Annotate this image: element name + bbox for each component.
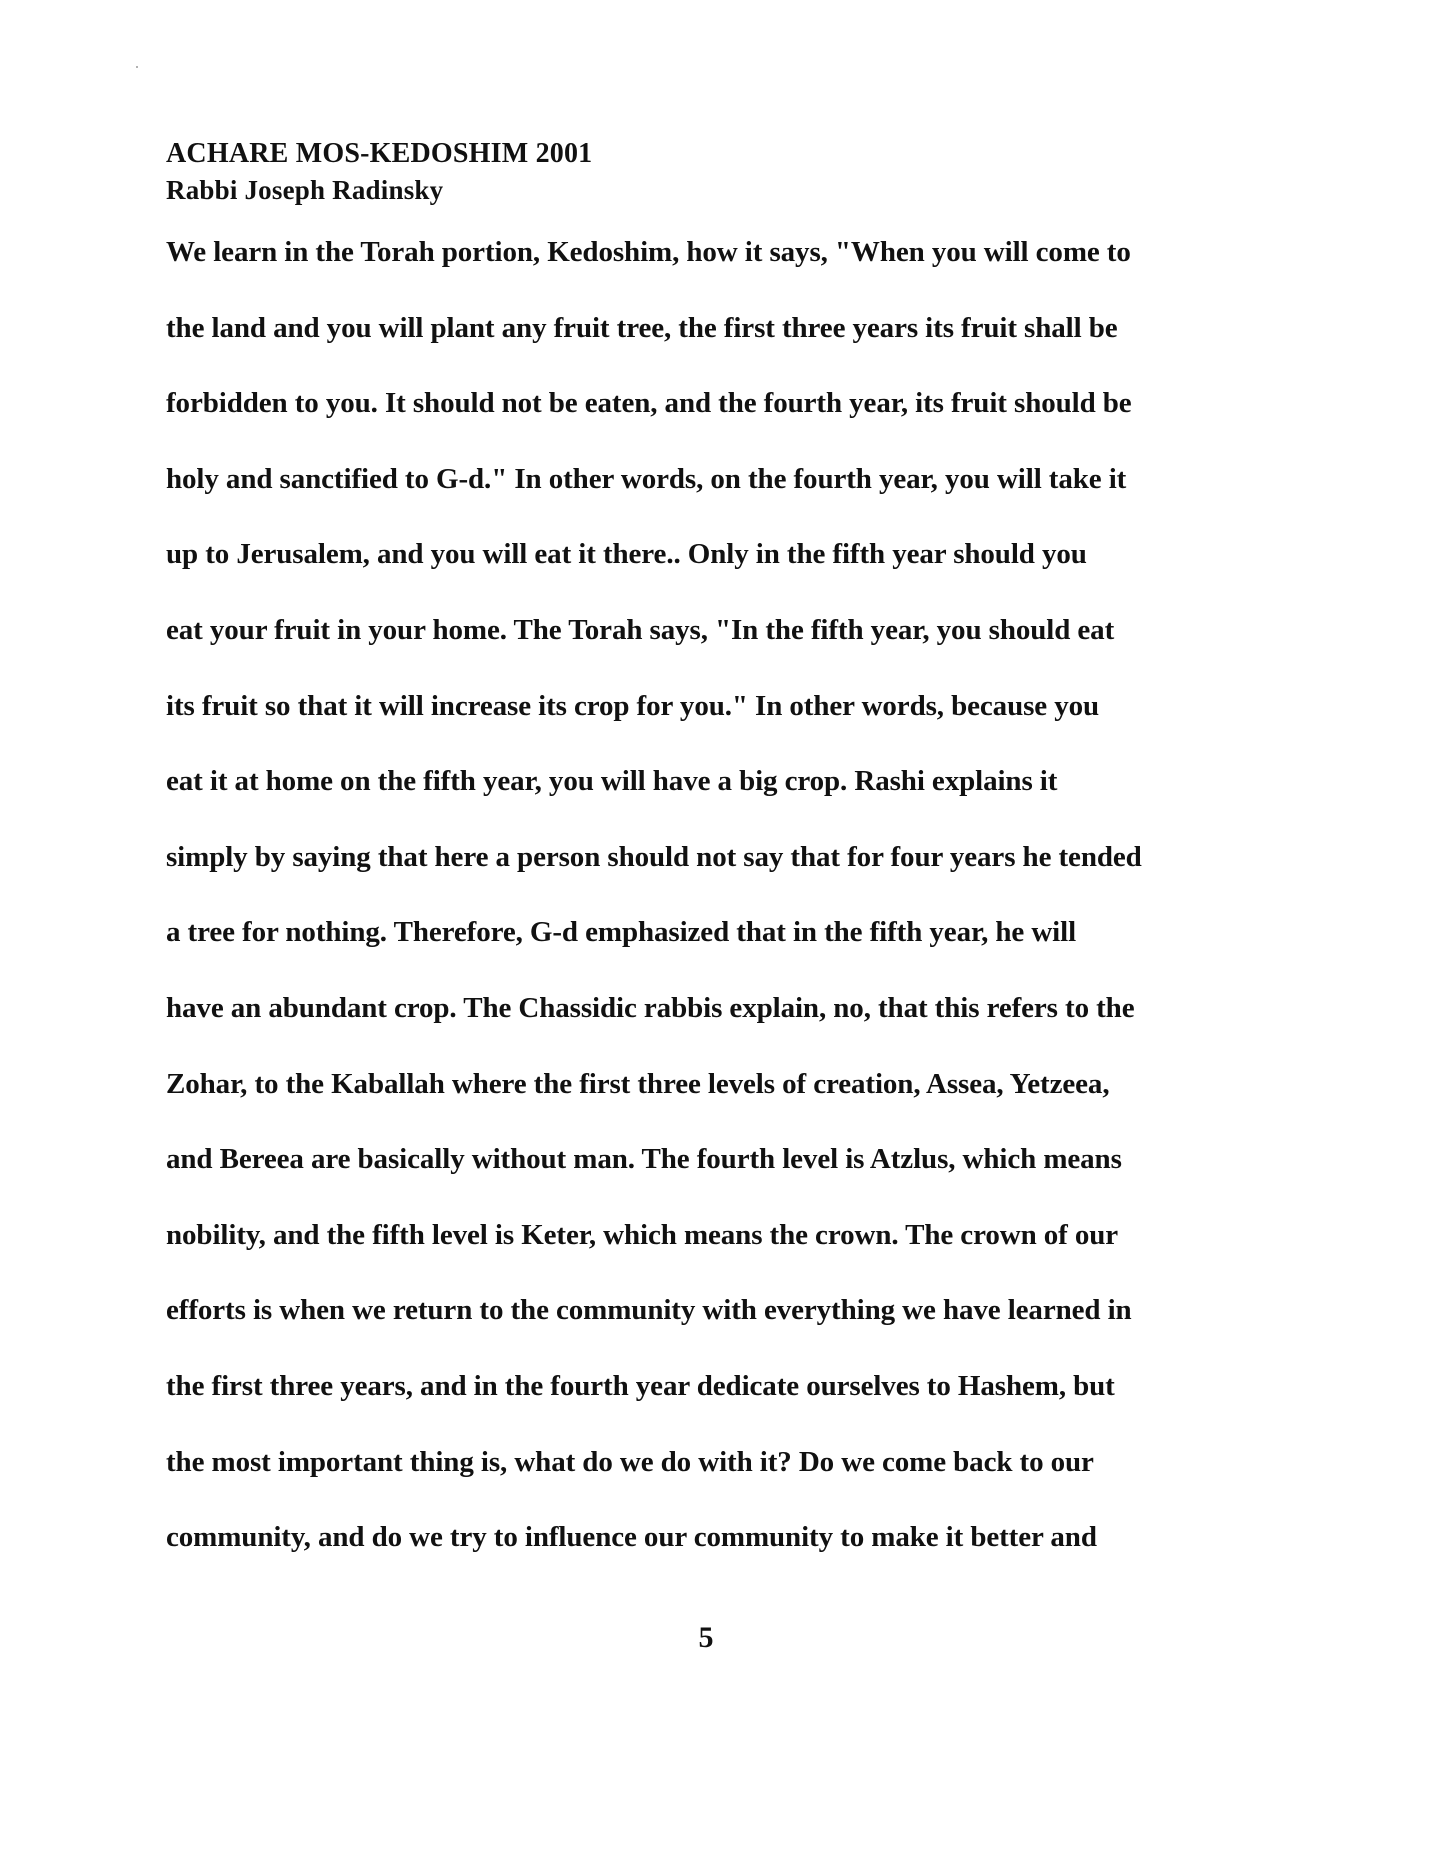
text-line: the most important thing is, what do we do with it? Do we come back to our	[166, 1445, 1094, 1478]
scan-speck	[136, 66, 138, 68]
document-title: ACHARE MOS-KEDOSHIM 2001	[166, 138, 593, 169]
text-line: and Bereea are basically without man. The fourth level is Atzlus, which means	[166, 1143, 1122, 1176]
text-line: have an abundant crop. The Chassidic rabbis explain, no, that this refers to the	[166, 991, 1135, 1024]
text-line: eat it at home on the fifth year, you will have a big crop. Rashi explains it	[166, 765, 1058, 798]
text-line: up to Jerusalem, and you will eat it there.. Only in the fifth year should you	[166, 538, 1087, 571]
text-line: the land and you will plant any fruit tree, the first three years its fruit shall be	[166, 311, 1118, 344]
text-line: efforts is when we return to the community with everything we have learned in	[166, 1294, 1132, 1327]
text-line: its fruit so that it will increase its crop for you." In other words, because you	[166, 689, 1100, 722]
text-line: nobility, and the fifth level is Keter, which means the crown. The crown of our	[166, 1218, 1119, 1251]
page-number: 5	[698, 1621, 714, 1654]
text-line: simply by saying that here a person should not say that for four years he tended	[166, 840, 1142, 873]
text-line: the first three years, and in the fourth year dedicate ourselves to Hashem, but	[166, 1369, 1115, 1402]
document-author: Rabbi Joseph Radinsky	[166, 175, 444, 205]
text-line: community, and do we try to influence our community to make it better and	[166, 1521, 1097, 1554]
text-line: We learn in the Torah portion, Kedoshim, how it says, "When you will come to	[166, 236, 1131, 268]
body-text	[166, 234, 1286, 1595]
document-header	[166, 136, 592, 208]
text-line: forbidden to you. It should not be eaten, and the fourth year, its fruit should be	[166, 387, 1132, 420]
text-line: Zohar, to the Kaballah where the first three levels of creation, Assea, Yetzeea,	[166, 1067, 1110, 1100]
text-line: a tree for nothing. Therefore, G-d emphasized that in the fifth year, he will	[166, 916, 1077, 949]
text-line: holy and sanctified to G-d." In other words, on the fourth year, you will take it	[166, 462, 1127, 495]
text-line: eat your fruit in your home. The Torah says, "In the fifth year, you should eat	[166, 613, 1115, 646]
